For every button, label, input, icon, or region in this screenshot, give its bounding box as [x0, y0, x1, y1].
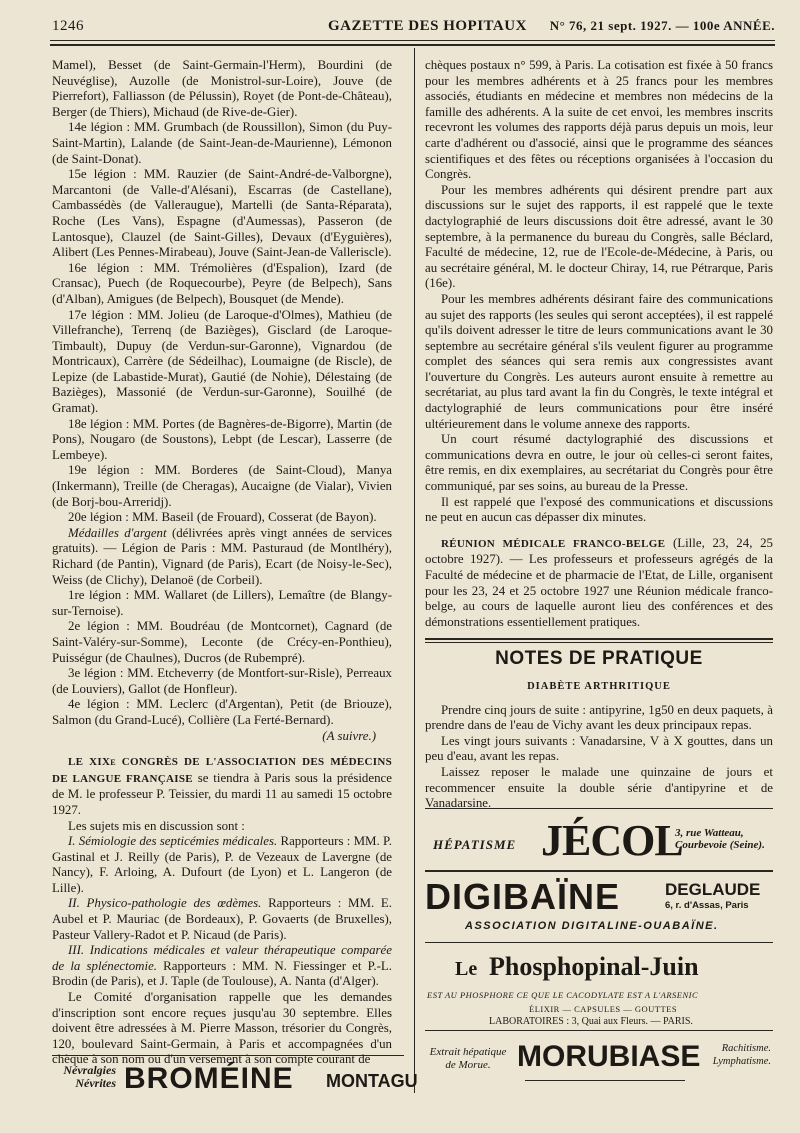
- subject-3-title: III. Indications médicales et valeur thérapeutique comparée de la splénectomie.: [52, 943, 392, 973]
- morubiase-uses: Rachitisme. Lymphatisme.: [712, 1043, 771, 1067]
- medals-paragraph: [52, 526, 392, 588]
- bromeine-ad: [52, 1062, 418, 1098]
- reunion-heading: RÉUNION MÉDICALE FRANCO-BELGE: [441, 537, 666, 550]
- paragraph: Mamel), Besset (de Saint-Germain-l'Herm), Bourdini (de Neuvéglise), Auzolle (de Monistrol-sur-Loire), Jouve (de Pierrefort), Falliasson (de Pélussin), Royet (de Pont-de-Château), Berger (de Thiers), Michaud (de Rive-de-Gier).: [52, 58, 392, 119]
- paragraph: 20e légion : MM. Baseil (de Frouard), Cosserat (de Bayon).: [68, 510, 377, 525]
- subject-1: [52, 834, 392, 896]
- section-rule: [425, 642, 773, 643]
- notes-subtitle: DIABÈTE ARTHRITIQUE: [527, 680, 671, 692]
- morubiase-brand: MORUBIASE: [517, 1040, 701, 1073]
- reunion-text: (Lille, 23, 24, 25 octobre 1927). — Les professeurs et professeurs agrégés de la Faculté de médecine et de pharmacie de l'Etat, de Lille, organisent pour les 23, 24 et 25 octobre 1927 une Réunion médicale franco-belge, au cours de laquelle auront lieu des conférences et des démonstrations essentiellement pratiques.: [425, 535, 773, 629]
- paragraph: Il est rappelé que l'exposé des communications et discussions ne peut en aucun cas dépasser dix minutes.: [425, 494, 773, 525]
- paragraph: 15e légion : MM. Rauzier (de Saint-André-de-Valborgne), Marcantoni (de Valle-d'Alésani), Escarras (de Castellane), Cambassédès (de Valleraugue), Martelli (de Santa-Réparata), Roche (Les Vans), Espagne (d'Aumessas), Passeron (de Lantosque), Clauzel (de Saint-Gilles), Devaux (d'Eyguières), Alibert (Les Pennes-Mirabeau), Jouve (Saint-Jean-de Valleriscle).: [52, 167, 392, 260]
- left-column: [52, 58, 392, 1068]
- paragraph: chèques postaux n° 599, à Paris. La cotisation est fixée à 50 francs pour les membres adhérents et à 25 francs pour les membres associés, étudiants en médecine et membres non médecins de la famille des adhérents. A la suite de cet envoi, les membres inscrits recevront les volumes des rapports déjà parus depuis un mois, leur carte d'adhérent ou d'associé, ainsi que le programme des séances scientifiques et des fêtes ou réceptions organisées à l'occasion du Congrès.: [425, 58, 773, 182]
- subject-2: [52, 896, 392, 943]
- medals-heading: Médailles d'argent: [68, 525, 167, 540]
- bromeine-indications: Névralgies Névrites: [63, 1063, 116, 1090]
- morubiase-indication: Extrait hépatique de Morue.: [429, 1046, 507, 1071]
- subject-3-text: Rapporteurs : MM. N. Fiessinger et P.-L. Brodin (de Paris), et J. Taple (de Toulouse), A. Nanta (d'Alger).: [52, 958, 392, 989]
- page-number: 1246: [52, 18, 84, 34]
- bromeine-maker: MONTAGU: [326, 1071, 418, 1091]
- to-be-continued: (A suivre.): [322, 728, 376, 743]
- jecol-ad: [425, 815, 773, 865]
- subjects-intro: Les sujets mis en discussion sont :: [68, 818, 245, 833]
- ornament-rule: [525, 1080, 685, 1081]
- paragraph: 17e légion : MM. Jolieu (de Laroque-d'Olmes), Mathieu (de Villefranche), Terrenq (de Bazièges), Gisclard (de Laroque-Timbault), Dupuy (de Verdun-sur-Garonne), Vignardou (de Montricaux), Carrère (de Sédeilhac), Loumaigne (de Riscle), de Lepize (de Labastide-Murat), Gautié (de Nohie), Délestaing (de Bazièges), Massonié (de Verdun-sur-Garonne), Souilhé (de Gramat).: [52, 307, 392, 416]
- phosphopinal-forms: ÉLIXIR — CAPSULES — GOUTTES: [529, 1004, 678, 1014]
- ad-rule: [425, 1030, 773, 1031]
- subject-2-text: Rapporteurs : MM. E. Aubel et P. Mauriac (de Bordeaux), P. Govaerts (de Bruxelles), Pasteur Vallery-Radot et P. Nicaud (de Paris).: [52, 896, 392, 942]
- paragraph: 19e légion : MM. Borderes (de Saint-Cloud), Manya (Inkermann), Treille (de Cheragas), Aucaigne (de Vialar), Vivien (de Borj-bou-Arreridj).: [52, 463, 392, 509]
- header-rule: [50, 40, 775, 41]
- digibaine-tagline: ASSOCIATION DIGITALINE-OUABAÏNE.: [465, 920, 719, 932]
- congress-text: se tiendra à Paris sous la présidence de M. le professeur P. Teissier, du mardi 11 au samedi 15 octobre 1927.: [52, 770, 392, 817]
- paragraph: 4e légion : MM. Leclerc (d'Argentan), Petit (de Briouze), Salmon (du Grand-Lucé), Collière (La Ferté-Bernard).: [52, 697, 392, 727]
- phosphopinal-ad: [425, 948, 773, 1028]
- medals-text: (délivrées après vingt années de services gratuits). — Légion de Paris : MM. Pasturaud (de Montlhéry), Richard (de Pantin), Vignard (de Paris), Ecart (de Noisy-le-Sec), Weiss (de Clichy), Delanoë (de Corbeil).: [52, 525, 392, 587]
- ad-rule: [425, 808, 773, 809]
- paragraph: 14e légion : MM. Grumbach (de Roussillon), Simon (du Puy-Saint-Martin), Lalande (de Saint-Jean-de-Maurienne), Lémonon (de Saint-Donat).: [52, 120, 392, 166]
- paragraph: 2e légion : MM. Boudréau (de Montcornet), Cagnard (de Saint-Valéry-sur-Somme), Leconte (de Crécy-en-Ponthieu), Puisségur (de Chaulnes), Ducros (de Rubempré).: [52, 619, 392, 665]
- header-rule-double: [50, 44, 775, 46]
- issue-info: N° 76, 21 sept. 1927. — 100e ANNÉE.: [549, 18, 775, 33]
- congress-paragraph: [52, 754, 392, 818]
- subject-1-title: I. Sémiologie des septicémies médicales.: [68, 834, 278, 849]
- paragraph: 18e légion : MM. Portes (de Bagnères-de-Bigorre), Martin (de Pons), Nougaro (de Soustons), Lebpt (de Lescar), Lasserre (de Lembeye).: [52, 416, 392, 462]
- reunion-paragraph: [425, 536, 773, 631]
- digibaine-brand: DIGIBAÏNE: [425, 876, 621, 917]
- jecol-brand: JÉCOL: [541, 816, 683, 865]
- notes-title: NOTES DE PRATIQUE: [495, 648, 703, 670]
- notes-paragraph: Les vingt jours suivants : Vanadarsine, V à X gouttes, dans un peu d'eau, avant les repas.: [425, 733, 773, 764]
- subject-2-title: II. Physico-pathologie des œdèmes.: [68, 896, 262, 911]
- phosphopinal-tagline: EST AU PHOSPHORE CE QUE LE CACODYLATE EST A L'ARSENIC: [427, 990, 699, 1000]
- morubiase-ad: [425, 1036, 773, 1084]
- paragraph: 1re légion : MM. Wallaret (de Lillers), Lemaître (de Blangy-sur-Ternoise).: [52, 588, 392, 618]
- phosphopinal-brand: Phosphopinal-Juin: [489, 952, 699, 981]
- paragraph: Pour les membres adhérents désirant faire des communications au sujet des rapports (les seules qui seront acceptées), il est rappelé qu'ils doivent adresser le titre de leurs communications avant le 30 septembre au secrétaire général s'ils veulent figurer au programme complet des séances qui sera remis aux congressistes avant l'ouverture du Congrès. Les auteurs auront ensuite à remettre au secrétariat, au plus tard avant la fin du Congrès, le texte intégral et dactylographié de leurs communications pour être inséré ultérieurement dans le volume annexe des rapports.: [425, 291, 773, 431]
- notes-paragraph: Laissez reposer le malade une quinzaine de jours et recommencer ensuite la double série d'antipyrine et de Vanadarsine.: [425, 764, 773, 811]
- section-rule: [425, 638, 773, 640]
- committee-paragraph: Le Comité d'organisation rappelle que les demandes d'inscription sont encore reçues jusqu'au 30 septembre. Elles doivent être adressées à M. Pierre Masson, trésorier du Congrès, 120, boulevard Saint-Germain, à Paris et accompagnées d'un chèque à son nom ou d'un versement à son compte courant de: [52, 990, 392, 1067]
- subject-3: [52, 943, 392, 990]
- paragraph: Un court résumé dactylographié des discussions et communications devra en outre, le jour où celles-ci seront faites, être remis, en dix exemplaires, au secrétariat du Congrès pour être communiqué, par ses soins, au bureau de la Presse.: [425, 432, 773, 494]
- paragraph: Pour les membres adhérents qui désirent prendre part aux discussions sur le sujet des rapports, il est rappelé que le texte dactylographié de leurs discussions doit être adressé, avant le 30 septembre, à la permanence du bureau du Congrès, salle Béclard, Faculté de médecine, 12, rue de l'Ecole-de-Médecine, à Paris, ou au secrétaire général, M. le docteur Chiray, 14, rue Pétrarque, Paris (16e).: [425, 182, 773, 291]
- column-divider: [414, 48, 415, 1093]
- digibaine-ad: [425, 876, 773, 940]
- phosphopinal-labs: LABORATOIRES : 3, Quai aux Fleurs. — PARIS.: [489, 1016, 693, 1027]
- subject-1-text: Rapporteurs : MM. P. Gastinal et J. Reilly (de Paris), P. de Vezeaux de Lavergne (de Nancy), F. Arloing, A. Dufourt (de Lyon) et L. Langeron (de Lille).: [52, 834, 392, 895]
- ad-rule: [425, 942, 773, 943]
- bromeine-brand: BROMÉINE: [124, 1062, 294, 1095]
- notes-paragraph: Prendre cinq jours de suite : antipyrine, 1g50 en deux paquets, à prendre dans de l'eau de Vichy avant les deux principaux repas.: [425, 702, 773, 733]
- right-column: [425, 58, 773, 812]
- paragraph: 16e légion : MM. Trémolières (d'Espalion), Izard (de Cransac), Puech (de Roquecourbe), Peyre (de Belpech), Sans (d'Alban), Amigues (de Belpech), Bousquet (de Mende).: [52, 260, 392, 306]
- jecol-indication: HÉPATISME: [433, 837, 517, 852]
- congress-heading: LE XIXe CONGRÈS DE L'ASSOCIATION DES MÉDECINS DE LANGUE FRANÇAISE: [52, 756, 392, 785]
- digibaine-maker-address: 6, r. d'Assas, Paris: [665, 900, 749, 911]
- page-header: [50, 14, 775, 38]
- phosphopinal-prefix: Le: [455, 958, 478, 980]
- journal-title: GAZETTE DES HOPITAUX: [328, 18, 527, 34]
- ad-rule: [425, 870, 773, 872]
- jecol-address: 3, rue Watteau, Courbevoie (Seine).: [675, 827, 765, 851]
- digibaine-maker: DEGLAUDE: [665, 880, 761, 899]
- ad-rule: [52, 1055, 404, 1056]
- paragraph: 3e légion : MM. Etcheverry (de Montfort-sur-Risle), Perreaux (de Louviers), Gallot (de Honfleur).: [52, 666, 392, 696]
